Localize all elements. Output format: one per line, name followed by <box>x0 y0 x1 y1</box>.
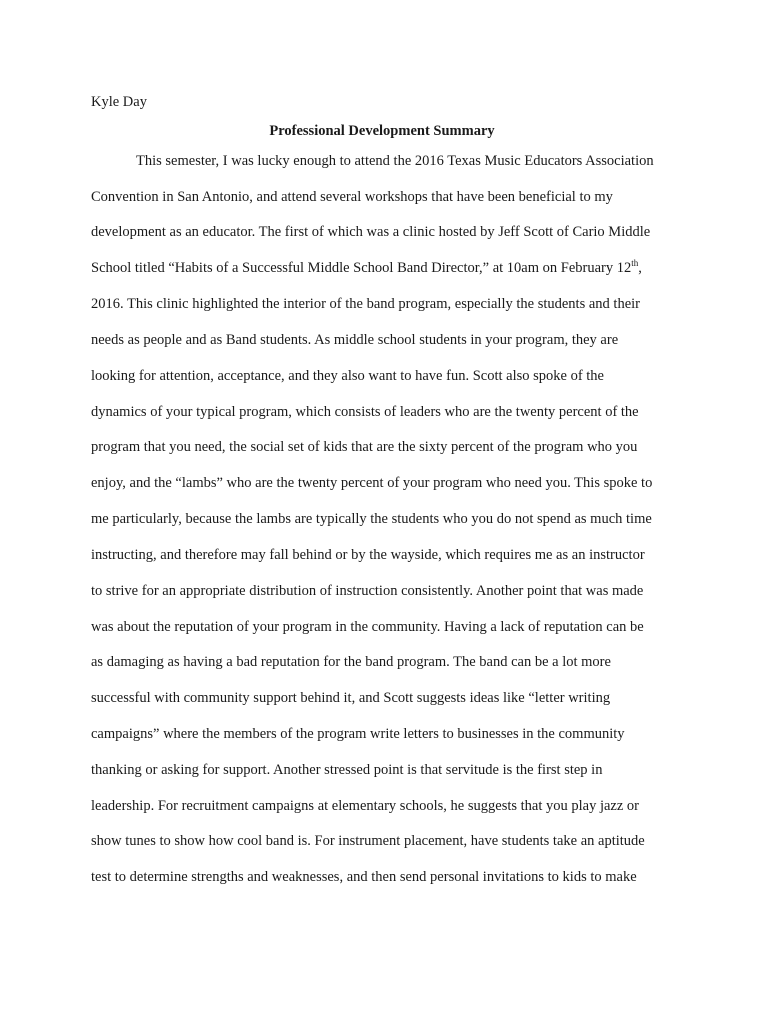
document-title: Professional Development Summary <box>269 123 495 139</box>
author-name: Kyle Day <box>91 94 147 110</box>
line-4-comma: , <box>638 260 642 276</box>
paragraph-line-15: as damaging as having a bad reputation for the band program. The band can be a lot more <box>91 654 611 670</box>
paragraph-line-16: successful with community support behind it, and Scott suggests ideas like “letter writing <box>91 690 611 706</box>
paragraph-line-21: test to determine strengths and weaknesses, and then send personal invitations to kids to make <box>91 869 637 885</box>
paragraph-line-19: leadership. For recruitment campaigns at elementary schools, he suggests that you play jazz or <box>91 798 640 814</box>
paragraph-line-5: 2016. This clinic highlighted the interior of the band program, especially the students and their <box>91 296 640 312</box>
paragraph-line-10: enjoy, and the “lambs” who are the twenty percent of your program who need you. This spoke to <box>91 475 653 491</box>
paragraph-line-12: instructing, and therefore may fall behind or by the wayside, which requires me as an instructor <box>91 547 645 563</box>
paragraph-line-17: campaigns” where the members of the program write letters to businesses in the community <box>91 726 625 742</box>
paragraph-line-6: needs as people and as Band students. As middle school students in your program, they are <box>91 332 619 348</box>
paragraph-line-9: program that you need, the social set of kids that are the sixty percent of the program who you <box>91 439 638 455</box>
paragraph-line-13: to strive for an appropriate distribution of instruction consistently. Another point that was made <box>91 583 644 599</box>
paragraph-line-8: dynamics of your typical program, which consists of leaders who are the twenty percent of the <box>91 404 639 420</box>
paragraph-line-4-text: School titled “Habits of a Successful Middle School Band Director,” at 10am on February 12 <box>91 260 632 276</box>
paragraph-line-14: was about the reputation of your program in the community. Having a lack of reputation can be <box>91 619 644 635</box>
paragraph-line-4 <box>91 258 642 278</box>
paragraph-line-2: Convention in San Antonio, and attend several workshops that have been beneficial to my <box>91 189 613 205</box>
paragraph-line-11: me particularly, because the lambs are typically the students who you do not spend as much time <box>91 511 652 527</box>
paragraph-line-7: looking for attention, acceptance, and they also want to have fun. Scott also spoke of the <box>91 368 604 384</box>
paragraph-line-20: show tunes to show how cool band is. For instrument placement, have students take an aptitude <box>91 833 645 849</box>
ordinal-suffix: th <box>631 258 639 269</box>
paragraph-line-1: This semester, I was lucky enough to attend the 2016 Texas Music Educators Association <box>136 153 654 169</box>
paragraph-line-3: development as an educator. The first of which was a clinic hosted by Jeff Scott of Cario Middle <box>91 224 651 240</box>
paragraph-line-18: thanking or asking for support. Another stressed point is that servitude is the first step in <box>91 762 603 778</box>
